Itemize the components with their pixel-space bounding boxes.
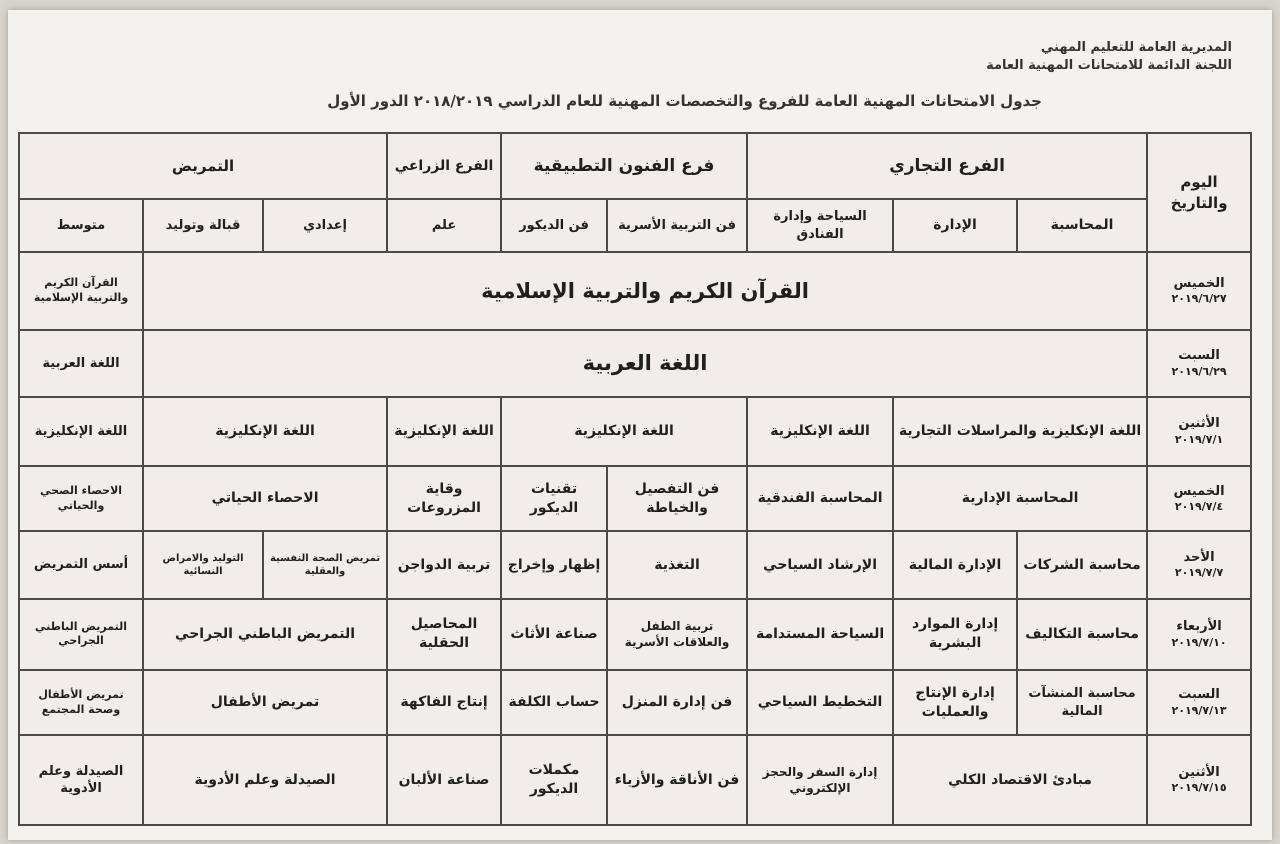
specialty-intermediate: متوسط (19, 199, 143, 252)
exam-intermediate: أسس التمريض (19, 531, 143, 598)
exam-accounting: محاسبة المنشآت المالية (1017, 670, 1147, 735)
schedule-row (19, 330, 1251, 397)
exam-accounting-management: المحاسبة الإدارية (893, 466, 1147, 531)
exam-agricultural: المحاصيل الحقلية (387, 599, 501, 670)
schedule-row (19, 599, 1251, 670)
exam-tourism: التخطيط السياحي (747, 670, 893, 735)
applied-arts-branch-header: فرع الفنون التطبيقية (501, 133, 747, 199)
exam-agricultural: صناعة الألبان (387, 735, 501, 825)
exam-accounting: محاسبة الشركات (1017, 531, 1147, 598)
exam-decor: حساب الكلفة (501, 670, 607, 735)
specialty-preparatory: إعدادي (263, 199, 387, 252)
day-name: الأحد (1183, 549, 1215, 565)
exam-date: ٢٠١٩/٧/١٣ (1171, 703, 1227, 717)
exam-intermediate: الصيدلة وعلم الأدوية (19, 735, 143, 825)
exam-nursing: الاحصاء الحياتي (143, 466, 387, 531)
day-date-cell (1147, 252, 1251, 329)
exam-intermediate: الاحصاء الصحي والحياتي (19, 466, 143, 531)
day-date-cell (1147, 330, 1251, 397)
exam-common-subject: القرآن الكريم والتربية الإسلامية (143, 252, 1147, 329)
day-name: السبت (1178, 687, 1220, 703)
exam-intermediate: اللغة العربية (19, 330, 143, 397)
exam-decor: تقنيات الديكور (501, 466, 607, 531)
exam-agricultural: اللغة الإنكليزية (387, 397, 501, 466)
schedule-row (19, 466, 1251, 531)
schedule-row (19, 735, 1251, 825)
branch-header-row (19, 133, 1251, 199)
specialty-accounting: المحاسبة (1017, 199, 1147, 252)
exam-decor: صناعة الأثاث (501, 599, 607, 670)
exam-family-education: فن إدارة المنزل (607, 670, 747, 735)
exam-accounting-management: مبادئ الاقتصاد الكلي (893, 735, 1147, 825)
day-date-cell (1147, 397, 1251, 466)
exam-management: إدارة الإنتاج والعمليات (893, 670, 1017, 735)
day-name: الأثنين (1178, 416, 1220, 432)
day-date-cell (1147, 735, 1251, 825)
schedule-row (19, 670, 1251, 735)
exam-midwifery: التوليد والامراض النسائية (143, 531, 263, 598)
specialty-tourism: السياحة وإدارة الفنادق (747, 199, 893, 252)
exam-nursing: الصيدلة وعلم الأدوية (143, 735, 387, 825)
exam-nursing: اللغة الإنكليزية (143, 397, 387, 466)
day-name: السبت (1178, 348, 1220, 364)
exam-date: ٢٠١٩/٦/٢٩ (1171, 364, 1227, 378)
exam-management: الإدارة المالية (893, 531, 1017, 598)
exam-family-education: فن الأناقة والأزياء (607, 735, 747, 825)
exam-tourism: اللغة الإنكليزية (747, 397, 893, 466)
exam-date: ٢٠١٩/٧/١ (1174, 432, 1224, 446)
exam-family-education: تربية الطفل والعلاقات الأسرية (607, 599, 747, 670)
exam-intermediate: تمريض الأطفال وصحة المجتمع (19, 670, 143, 735)
schedule-row (19, 531, 1251, 598)
exam-agricultural: تربية الدواجن (387, 531, 501, 598)
schedule-row (19, 397, 1251, 466)
exam-date: ٢٠١٩/٧/٤ (1174, 500, 1224, 514)
exam-date: ٢٠١٩/٧/١٥ (1171, 781, 1227, 795)
day-date-cell (1147, 670, 1251, 735)
exam-tourism: المحاسبة الفندقية (747, 466, 893, 531)
exam-decor: إظهار وإخراج (501, 531, 607, 598)
exam-tourism: الإرشاد السياحي (747, 531, 893, 598)
exam-intermediate: القرآن الكريم والتربية الإسلامية (19, 252, 143, 329)
commercial-branch-header: الفرع التجاري (747, 133, 1147, 199)
exam-preparatory: تمريض الصحة النفسية والعقلية (263, 531, 387, 598)
exam-management: إدارة الموارد البشرية (893, 599, 1017, 670)
exam-nursing: التمريض الباطني الجراحي (143, 599, 387, 670)
day-name: الخميس (1173, 275, 1225, 291)
day-date-cell (1147, 466, 1251, 531)
agricultural-branch-header: الفرع الزراعي (387, 133, 501, 199)
exam-date: ٢٠١٩/٧/٧ (1174, 566, 1224, 580)
exam-schedule-table (18, 132, 1252, 826)
specialty-management: الإدارة (893, 199, 1017, 252)
specialty-family-education: فن التربية الأسرية (607, 199, 747, 252)
exam-family-education: فن التفصيل والخياطة (607, 466, 747, 531)
day-date-header: اليوم والتاريخ (1147, 133, 1251, 252)
exam-tourism: السياحة المستدامة (747, 599, 893, 670)
specialty-decor: فن الديكور (501, 199, 607, 252)
exam-date: ٢٠١٩/٧/١٠ (1171, 635, 1227, 649)
day-name: الخميس (1173, 483, 1225, 499)
committee-name: اللجنة الدائمة للامتحانات المهنية العامة (986, 58, 1232, 73)
directorate-name: المديرية العامة للتعليم المهني (1040, 40, 1232, 55)
exam-common-subject: اللغة العربية (143, 330, 1147, 397)
exam-decor: مكملات الديكور (501, 735, 607, 825)
day-name: الأثنين (1178, 764, 1220, 780)
specialty-agri-general: علم (387, 199, 501, 252)
exam-date: ٢٠١٩/٦/٢٧ (1171, 292, 1227, 306)
exam-accounting-management: اللغة الإنكليزية والمراسلات التجارية (893, 397, 1147, 466)
exam-tourism: إدارة السفر والحجز الإلكتروني (747, 735, 893, 825)
exam-nursing: تمريض الأطفال (143, 670, 387, 735)
exam-family-education: التغذية (607, 531, 747, 598)
specialty-header-row (19, 199, 1251, 252)
schedule-row (19, 252, 1251, 329)
specialty-midwifery: قبالة وتوليد (143, 199, 263, 252)
exam-intermediate: اللغة الإنكليزية (19, 397, 143, 466)
day-name: الأربعاء (1176, 619, 1222, 635)
exam-agricultural: إنتاج الفاكهة (387, 670, 501, 735)
exam-applied-arts: اللغة الإنكليزية (501, 397, 747, 466)
nursing-branch-header: التمريض (19, 133, 387, 199)
exam-accounting: محاسبة التكاليف (1017, 599, 1147, 670)
day-date-cell (1147, 599, 1251, 670)
day-date-cell (1147, 531, 1251, 598)
exam-intermediate: التمريض الباطني الجراحي (19, 599, 143, 670)
schedule-title: جدول الامتحانات المهنية العامة للفروع والتخصصات المهنية للعام الدراسي ٢٠١٨/٢٠١٩ الدور الأول (327, 92, 1042, 110)
exam-agricultural: وقاية المزروعات (387, 466, 501, 531)
